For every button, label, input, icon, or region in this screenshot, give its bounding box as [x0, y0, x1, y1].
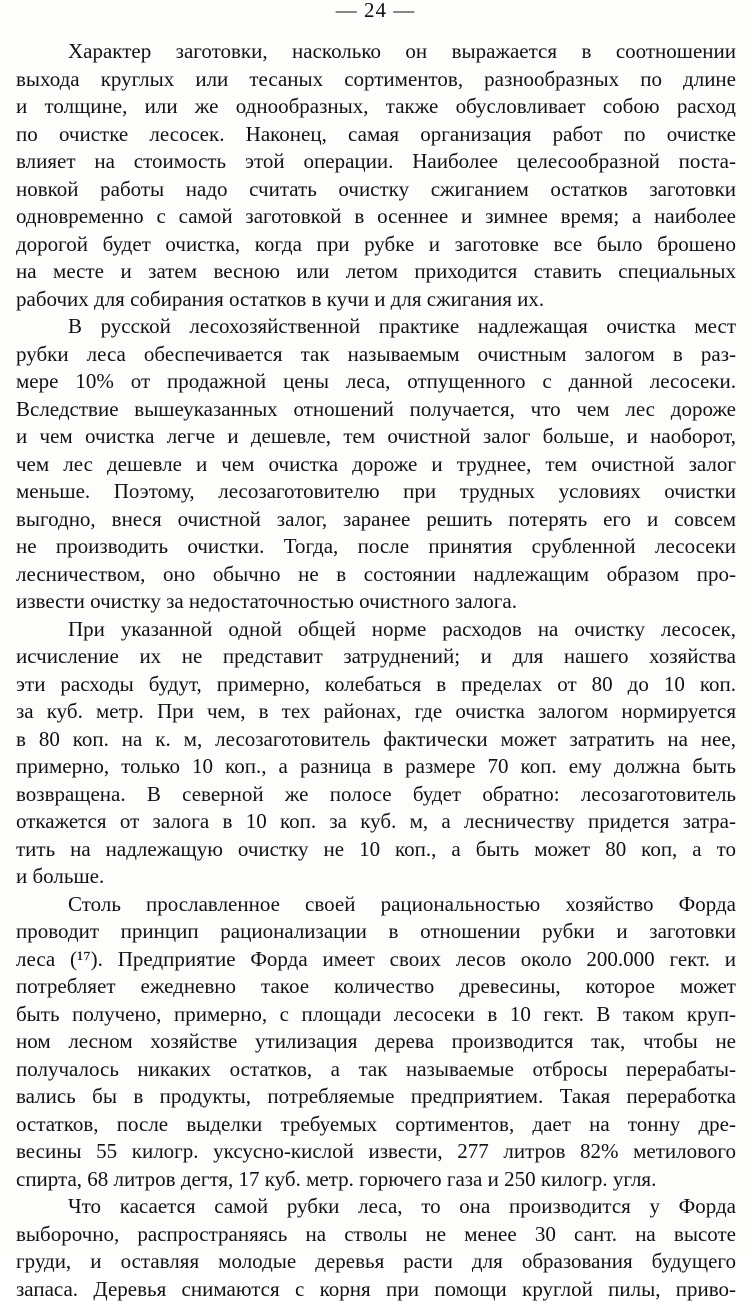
text-line: весины 55 килогр. уксусно-кислой извести, 277 литров 82% метилового: [16, 1138, 736, 1166]
page-number: — 24 —: [0, 0, 751, 24]
text-line: быть получено, примерно, с площади лесосеки в 10 гект. В таком круп-: [16, 1001, 736, 1029]
paragraph: [16, 38, 736, 313]
text-line: Характер заготовки, насколько он выражается в соотношении: [16, 38, 736, 66]
text-line: выгодно, внеся очистной залог, заранее решить потерять его и совсем: [16, 506, 736, 534]
text-line: и больше.: [16, 863, 736, 891]
text-line: одновременно с самой заготовкой в осеннее и зимнее время; а наиболее: [16, 203, 736, 231]
text-line: откажется от залога в 10 коп. за куб. м, а лесничеству придется затра-: [16, 808, 736, 836]
text-line: вались бы в продукты, потребляемые предприятием. Такая переработка: [16, 1083, 736, 1111]
text-line: в 80 коп. на к. м, лесозаготовитель фактически может затратить на нее,: [16, 726, 736, 754]
text-line: тить на надлежащую очистку не 10 коп., а быть может 80 коп, а то: [16, 836, 736, 864]
text-line: примерно, только 10 коп., а разница в размере 70 коп. ему должна быть: [16, 753, 736, 781]
text-line: Столь прославленное своей рациональностью хозяйство Форда: [16, 891, 736, 919]
text-line: груди, и оставляя молодые деревья расти для образования будущего: [16, 1248, 736, 1276]
text-line: лесничеством, оно обычно не в состоянии надлежащим образом про-: [16, 561, 736, 589]
text-line: и чем очистка легче и дешевле, тем очистной залог больше, и наоборот,: [16, 423, 736, 451]
text-line: эти расходы будут, примерно, колебаться в пределах от 80 до 10 коп.: [16, 671, 736, 699]
text-line: дорогой будет очистка, когда при рубке и заготовке все было брошено: [16, 231, 736, 259]
text-line: меньше. Поэтому, лесозаготовителю при трудных условиях очистки: [16, 478, 736, 506]
paragraph: [16, 616, 736, 891]
text-line: новкой работы надо считать очистку сжиганием остатков заготовки: [16, 176, 736, 204]
text-line: мере 10% от продажной цены леса, отпущенного с данной лесосеки.: [16, 368, 736, 396]
text-line: проводит принцип рационализации в отношении рубки и заготовки: [16, 918, 736, 946]
text-line: чем лес дешевле и чем очистка дороже и труднее, тем очистной залог: [16, 451, 736, 479]
text-line: выборочно, распространяясь на стволы не менее 30 сант. на высоте: [16, 1221, 736, 1249]
text-line: на месте и затем весною или летом приходится ставить специальных: [16, 258, 736, 286]
text-line: В русской лесохозяйственной практике надлежащая очистка мест: [16, 313, 736, 341]
text-line: исчисление их не представит затруднений; и для нашего хозяйства: [16, 643, 736, 671]
paragraph: [16, 313, 736, 616]
text-line: Вследствие вышеуказанных отношений получается, что чем лес дороже: [16, 396, 736, 424]
text-line: спирта, 68 литров дегтя, 17 куб. метр. горючего газа и 250 килогр. угля.: [16, 1166, 736, 1194]
text-line: рубки леса обеспечивается так называемым очистным залогом в раз-: [16, 341, 736, 369]
text-line: запаса. Деревья снимаются с корня при помощи круглой пилы, приво-: [16, 1276, 736, 1303]
text-line: ном лесном хозяйстве утилизация дерева производится так, чтобы не: [16, 1028, 736, 1056]
text-line: и толщине, или же однообразных, также обусловливает собою расход: [16, 93, 736, 121]
body-text: [16, 38, 736, 1303]
text-line: выхода круглых или тесаных сортиментов, разнообразных по длине: [16, 66, 736, 94]
text-line: не производить очистки. Тогда, после принятия срубленной лесосеки: [16, 533, 736, 561]
text-line: получалось никаких остатков, а так называемые отбросы перерабаты-: [16, 1056, 736, 1084]
text-line: рабочих для собирания остатков в кучи и для сжигания их.: [16, 286, 736, 314]
paragraph: [16, 891, 736, 1194]
text-line: возвращена. В северной же полосе будет обратно: лесозаготовитель: [16, 781, 736, 809]
text-line: леса (¹⁷). Предприятие Форда имеет своих лесов около 200.000 гект. и: [16, 946, 736, 974]
paragraph: [16, 1193, 736, 1303]
text-line: При указанной одной общей норме расходов на очистку лесосек,: [16, 616, 736, 644]
text-line: извести очистку за недостаточностью очистного залога.: [16, 588, 736, 616]
text-line: Что касается самой рубки леса, то она производится у Форда: [16, 1193, 736, 1221]
text-line: потребляет ежедневно такое количество древесины, которое может: [16, 973, 736, 1001]
text-line: влияет на стоимость этой операции. Наиболее целесообразной поста-: [16, 148, 736, 176]
text-line: по очистке лесосек. Наконец, самая организация работ по очистке: [16, 121, 736, 149]
text-line: остатков, после выделки требуемых сортиментов, дает на тонну дре-: [16, 1111, 736, 1139]
text-line: за куб. метр. При чем, в тех районах, где очистка залогом нормируется: [16, 698, 736, 726]
